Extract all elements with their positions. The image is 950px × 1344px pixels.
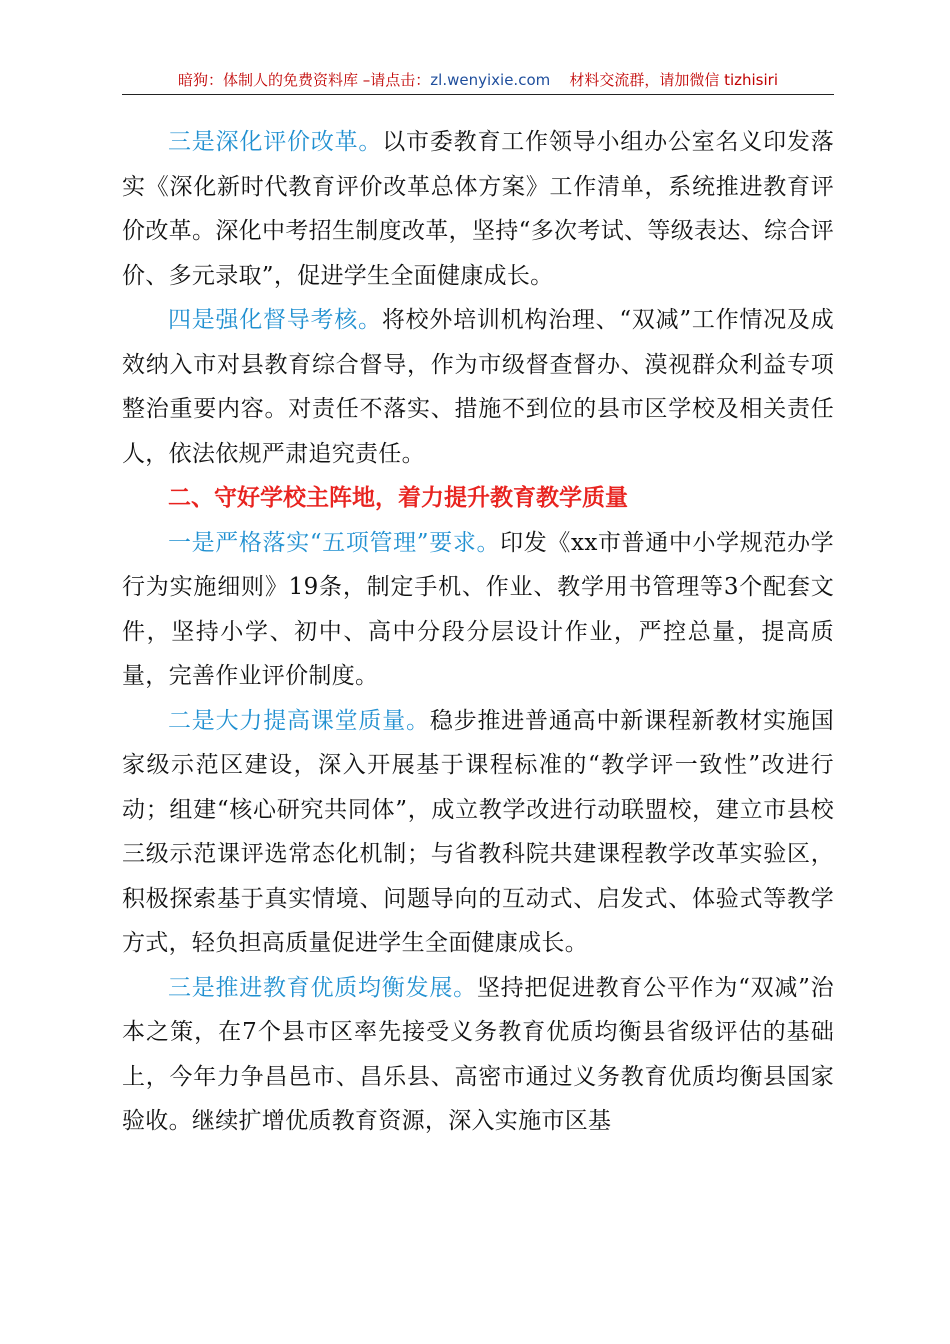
paragraph-classroom-quality xyxy=(122,699,834,966)
paragraph-balanced-development xyxy=(122,966,834,1144)
paragraph-supervision xyxy=(122,298,834,476)
paragraph-text: 将校外培训机构治理、“双减”工作情况及成效纳入市对县教育综合督导，作为市级督查督办、漠视群众利益专项整治重要内容。对责任不落实、措施不到位的县市区学校及相关责任人，依法依规严肃追究责任。 xyxy=(122,307,834,467)
paragraph-text: 坚持把促进教育公平作为“双减”治本之策，在7个县市区率先接受义务教育优质均衡县省级评估的基础上，今年力争昌邑市、昌乐县、高密市通过义务教育优质均衡县国家验收。继续扩增优质教育资源，深入实施市区基 xyxy=(122,974,834,1134)
document-body xyxy=(122,120,834,1144)
page-header xyxy=(122,66,834,95)
paragraph-lead: 一是严格落实“五项管理”要求。 xyxy=(168,529,501,556)
section-heading: 二、守好学校主阵地，着力提升教育教学质量 xyxy=(168,485,628,511)
paragraph-evaluation-reform xyxy=(122,120,834,298)
paragraph-lead: 三是深化评价改革。 xyxy=(168,129,383,155)
paragraph-lead: 三是推进教育优质均衡发展。 xyxy=(168,974,477,1001)
paragraph-text: 稳步推进普通高中新课程新教材实施国家级示范区建设，深入开展基于课程标准的“教学评一致性”改进行动；组建“核心研究共同体”，成立教学改进行动联盟校，建立市县校三级示范课评选常态化机制；与省教科院共建课程教学改革实验区，积极探索基于真实情境、问题导向的互动式、启发式、体验式等教学方式，轻负担高质量促进学生全面健康成长。 xyxy=(122,707,834,956)
paragraph-text: 印发《xx市普通中小学规范办学行为实施细则》19条，制定手机、作业、教学用书管理等3个配套文件，坚持小学、初中、高中分段分层设计作业，严控总量，提高质量，完善作业评价制度。 xyxy=(122,529,834,689)
header-brand: 暗狗：体制人的免费资料库 xyxy=(178,71,359,89)
header-click-prefix: –请点击： xyxy=(358,71,431,89)
paragraph-lead: 二是大力提高课堂质量。 xyxy=(168,707,430,734)
header-url-link[interactable]: zl.wenyixie.com xyxy=(430,71,551,89)
paragraph-five-management xyxy=(122,521,834,699)
paragraph-lead: 四是强化督导考核。 xyxy=(168,307,382,333)
paragraph-text: 以市委教育工作领导小组办公室名义印发落实《深化新时代教育评价改革总体方案》工作清单，系统推进教育评价改革。深化中考招生制度改革，坚持“多次考试、等级表达、综合评价、多元录取”，促进学生全面健康成长。 xyxy=(122,129,834,289)
header-contact: 材料交流群，请加微信 tizhisiri xyxy=(569,71,778,89)
